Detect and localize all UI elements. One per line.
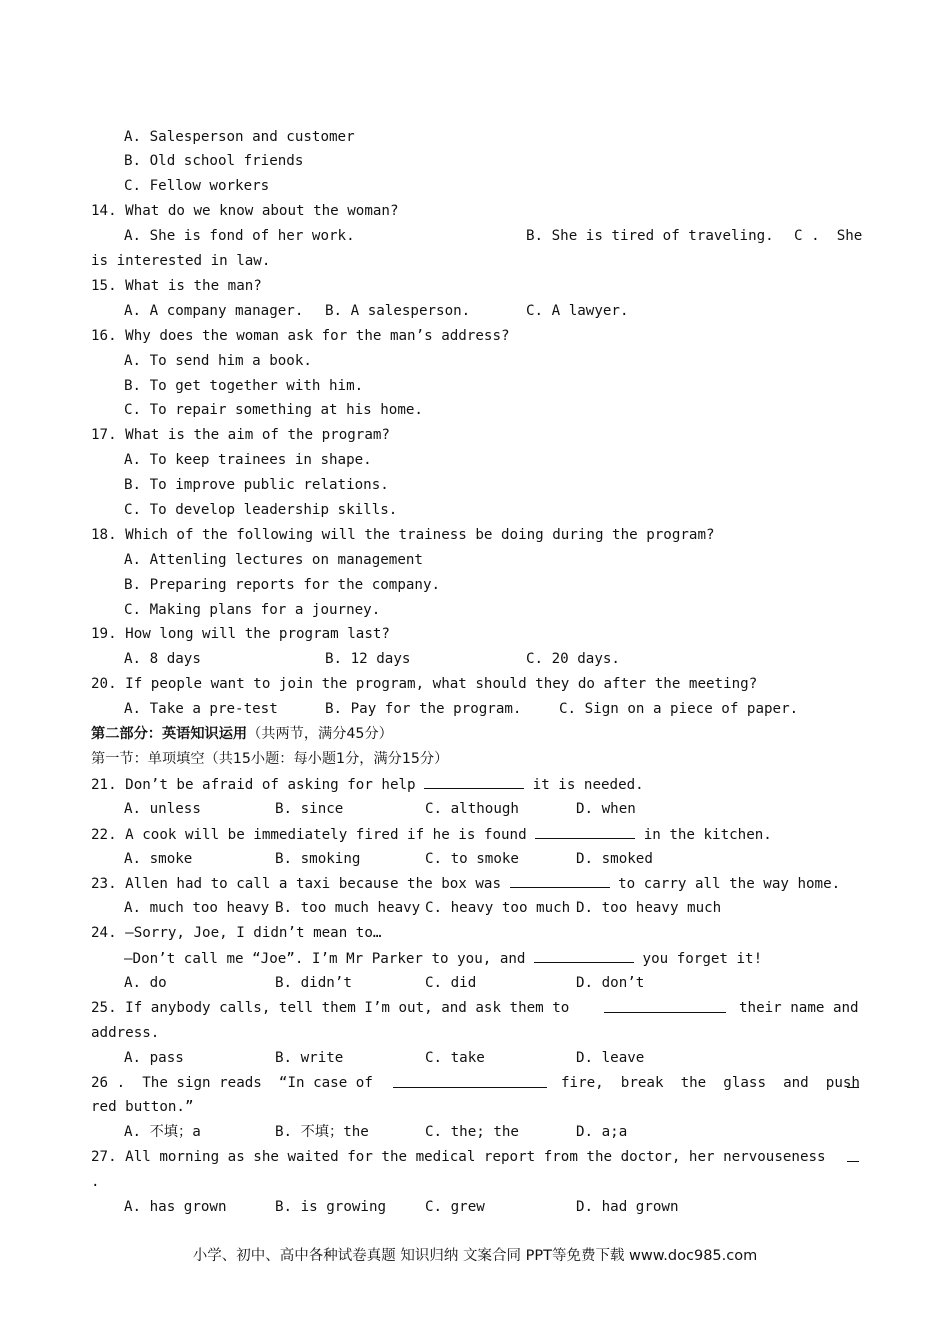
q16-stem: 16. Why does the woman ask for the man’s address? xyxy=(91,328,510,344)
q14-option-a: A. She is fond of her work. xyxy=(124,228,355,244)
q25-blank xyxy=(604,998,726,1013)
q21-option-d: D. when xyxy=(576,801,636,817)
q25-option-d: D. leave xyxy=(576,1050,645,1066)
part2-note: （共两节，满分45分） xyxy=(247,726,393,742)
q26-option-a: A. 不填；a xyxy=(124,1124,201,1140)
q21-option-c: C. although xyxy=(425,801,519,817)
q19-stem: 19. How long will the program last? xyxy=(91,626,390,642)
q26-option-b: B. 不填；the xyxy=(275,1124,369,1140)
q20-option-b: B. Pay for the program. xyxy=(325,701,522,717)
q26-blank-1 xyxy=(393,1073,547,1088)
q22-option-d: D. smoked xyxy=(576,851,653,867)
q22-blank xyxy=(535,824,635,839)
q25-stem-continued: address. xyxy=(91,1025,160,1041)
q24-blank xyxy=(534,948,634,963)
q18-option-b: B. Preparing reports for the company. xyxy=(124,577,441,593)
q14-option-c: C . She xyxy=(794,228,863,244)
q26-stem-pre: 26 . The sign reads “In case of xyxy=(91,1075,373,1091)
q20-stem: 20. If people want to join the program, what should they do after the meeting? xyxy=(91,676,758,692)
q22-stem-pre: 22. A cook will be immediately fired if he is found xyxy=(91,827,536,843)
q25-option-b: B. write xyxy=(275,1050,344,1066)
q25-option-a: A. pass xyxy=(124,1050,184,1066)
q27-blank xyxy=(847,1147,859,1162)
q26-stem-post: fire, break the glass and push xyxy=(561,1075,860,1091)
q22-stem xyxy=(91,824,772,845)
q27-option-a: A. has grown xyxy=(124,1199,227,1215)
q24-option-d: D. don’t xyxy=(576,975,645,991)
q19-option-c: C. 20 days. xyxy=(526,651,620,667)
q15-option-c: C. A lawyer. xyxy=(526,303,629,319)
q18-option-a: A. Attenling lectures on management xyxy=(124,552,423,568)
q13-option-c: C. Fellow workers xyxy=(124,178,270,194)
q21-blank xyxy=(424,774,524,789)
q18-stem: 18. Which of the following will the trainess be doing during the program? xyxy=(91,527,715,543)
q18-option-c: C. Making plans for a journey. xyxy=(124,602,381,618)
q26-stem-continued: red button.” xyxy=(91,1099,194,1115)
q27-option-b: B. is growing xyxy=(275,1199,387,1215)
q26-option-d: D. a;a xyxy=(576,1124,628,1140)
q21-stem-post: it is needed. xyxy=(524,777,644,793)
q22-option-c: C. to smoke xyxy=(425,851,519,867)
q21-stem-pre: 21. Don’t be afraid of asking for help xyxy=(91,777,425,793)
q21-stem xyxy=(91,774,644,795)
q19-option-b: B. 12 days xyxy=(325,651,411,667)
part2-heading xyxy=(91,724,393,744)
section1-heading: 第一节：单项填空（共15小题：每小题1分，满分15分） xyxy=(91,751,449,767)
q16-option-c: C. To repair something at his home. xyxy=(124,402,423,418)
q24-reply-pre: —Don’t call me “Joe”. I’m Mr Parker to you, and xyxy=(124,951,534,967)
q15-option-a: A. A company manager. xyxy=(124,303,304,319)
q15-stem: 15. What is the man? xyxy=(91,278,262,294)
q15-option-b: B. A salesperson. xyxy=(325,303,471,319)
q14-stem: 14. What do we know about the woman? xyxy=(91,203,399,219)
footer-banner: 小学、初中、高中各种试卷真题 知识归纳 文案合同 PPT等免费下载 www.doc985.com xyxy=(192,1248,758,1264)
q21-option-b: B. since xyxy=(275,801,344,817)
q23-option-d: D. too heavy much xyxy=(576,900,722,916)
q16-option-a: A. To send him a book. xyxy=(124,353,312,369)
q14-option-b: B. She is tired of traveling. xyxy=(526,228,774,244)
q24-option-a: A. do xyxy=(124,975,167,991)
q23-option-b: B. too much heavy xyxy=(275,900,421,916)
q17-option-b: B. To improve public relations. xyxy=(124,477,389,493)
part2-title: 第二部分：英语知识运用 xyxy=(91,726,248,742)
q20-option-c: C. Sign on a piece of paper. xyxy=(559,701,799,717)
q27-option-c: C. grew xyxy=(425,1199,485,1215)
q27-stem-continued: . xyxy=(91,1174,100,1190)
q14-option-c-continued: is interested in law. xyxy=(91,253,271,269)
q16-option-b: B. To get together with him. xyxy=(124,378,364,394)
q22-stem-post: in the kitchen. xyxy=(635,827,772,843)
q17-option-a: A. To keep trainees in shape. xyxy=(124,452,372,468)
q21-option-a: A. unless xyxy=(124,801,201,817)
q27-stem: 27. All morning as she waited for the medical report from the doctor, her nervouseness xyxy=(91,1149,826,1165)
q24-reply-post: you forget it! xyxy=(634,951,763,967)
q13-option-b: B. Old school friends xyxy=(124,153,304,169)
q23-stem-pre: 23. Allen had to call a taxi because the box was xyxy=(91,876,510,892)
q25-option-c: C. take xyxy=(425,1050,485,1066)
q23-option-c: C. heavy too much xyxy=(425,900,571,916)
q22-option-b: B. smoking xyxy=(275,851,361,867)
q23-stem xyxy=(91,873,840,894)
q23-stem-post: to carry all the way home. xyxy=(609,876,841,892)
q22-option-a: A. smoke xyxy=(124,851,193,867)
q17-stem: 17. What is the aim of the program? xyxy=(91,427,390,443)
q19-option-a: A. 8 days xyxy=(124,651,201,667)
q23-blank xyxy=(510,873,610,888)
q27-option-d: D. had grown xyxy=(576,1199,679,1215)
q25-stem-post: their name and xyxy=(739,1000,859,1016)
q23-option-a: A. much too heavy xyxy=(124,900,270,916)
q24-stem: 24. —Sorry, Joe, I didn’t mean to… xyxy=(91,925,382,941)
q24-option-c: C. did xyxy=(425,975,477,991)
q17-option-c: C. To develop leadership skills. xyxy=(124,502,398,518)
q25-stem-pre: 25. If anybody calls, tell them I’m out, and ask them to xyxy=(91,1000,570,1016)
q24-reply xyxy=(124,948,762,969)
q26-blank-2 xyxy=(847,1073,859,1088)
q20-option-a: A. Take a pre-test xyxy=(124,701,278,717)
q26-option-c: C. the; the xyxy=(425,1124,519,1140)
q13-option-a: A. Salesperson and customer xyxy=(124,129,355,145)
q24-option-b: B. didn’t xyxy=(275,975,352,991)
